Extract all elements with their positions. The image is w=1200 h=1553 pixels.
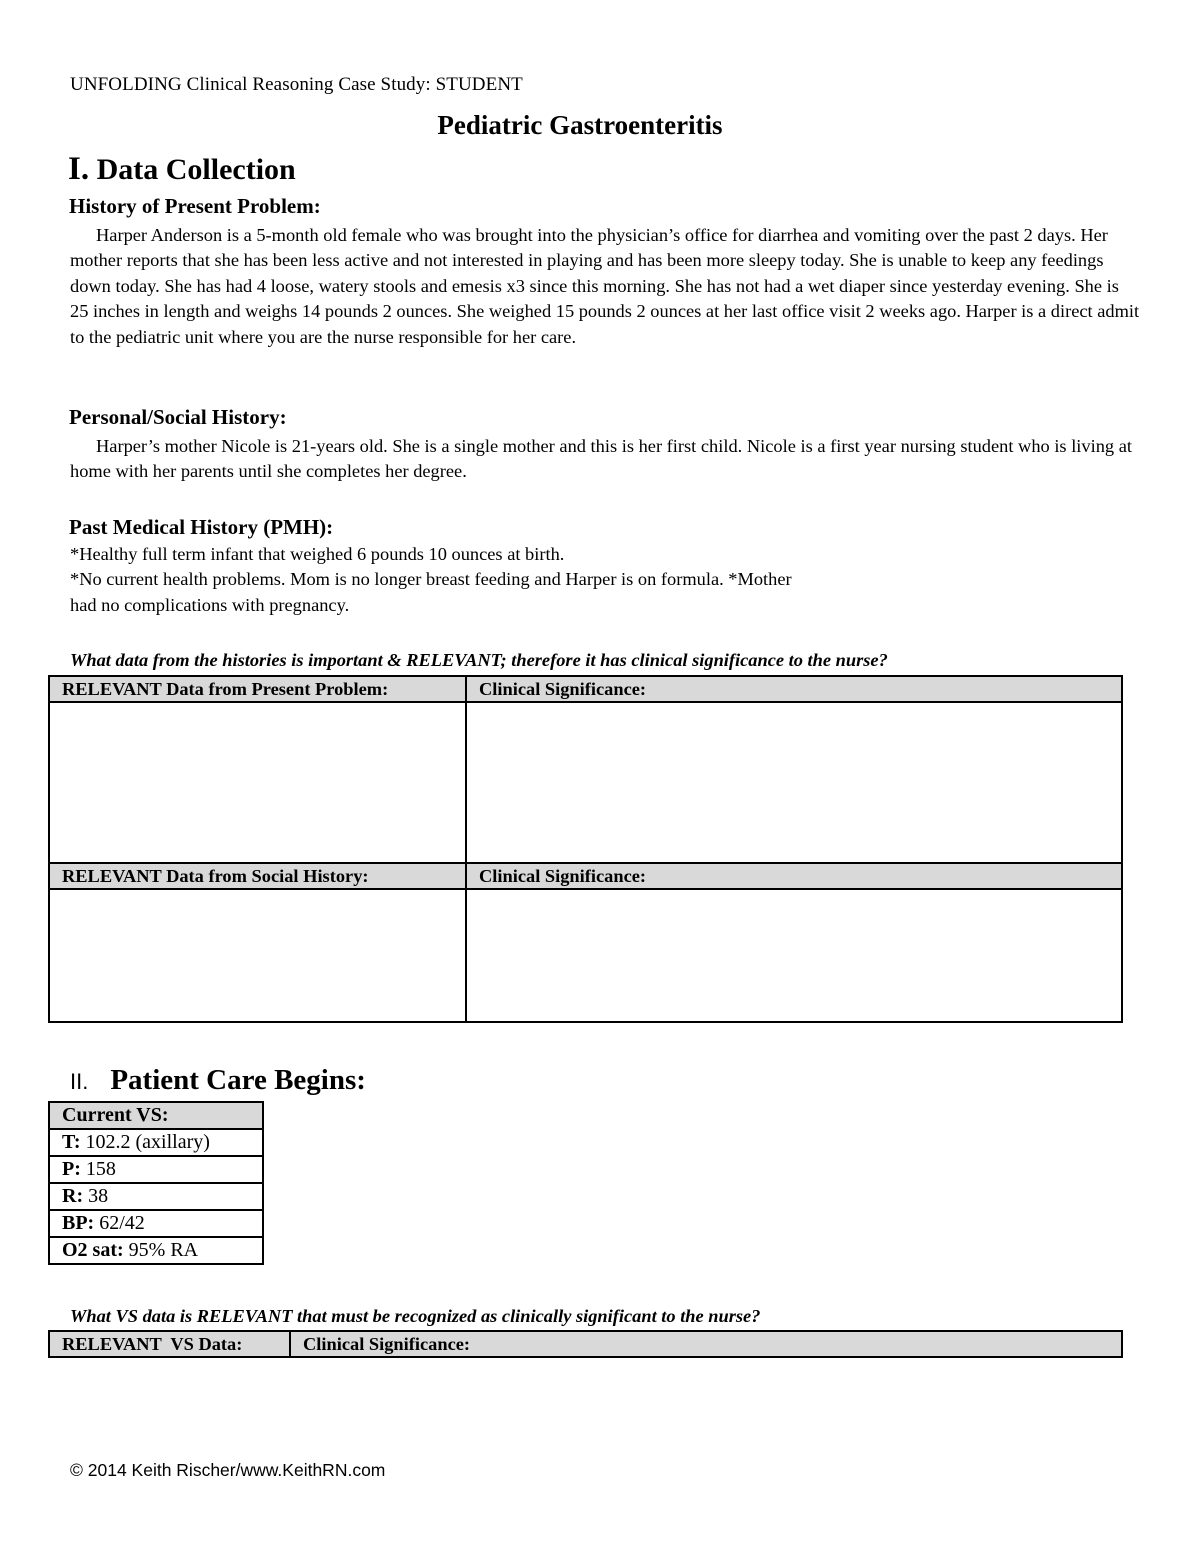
section-2-label: Patient Care Begins: <box>110 1064 366 1096</box>
copyright-footer: © 2014 Keith Rischer/www.KeithRN.com <box>70 1460 386 1480</box>
present-problem-column-header: RELEVANT Data from Present Problem: <box>49 676 466 702</box>
vs-data-column-header: RELEVANT VS Data: <box>49 1331 290 1357</box>
present-problem-heading: History of Present Problem: <box>69 194 321 218</box>
section-2-numeral: II. <box>70 1069 89 1094</box>
vital-signs-table <box>48 1101 264 1265</box>
social-history-heading: Personal/Social History: <box>69 405 287 429</box>
histories-table <box>48 675 1123 1023</box>
social-history-paragraph: Harper’s mother Nicole is 21-years old. She is a single mother and this is her first child. Nicole is a first year nursing student who is living at home with her parents until she completes her degree. <box>70 436 1132 482</box>
vs-row-pulse <box>49 1156 263 1183</box>
vs-row-respirations <box>49 1183 263 1210</box>
pmh-line-1: *Healthy full term infant that weighed 6 pounds 10 ounces at birth. <box>70 544 565 564</box>
social-history-column-header: RELEVANT Data from Social History: <box>49 863 466 889</box>
pmh-line-2: *No current health problems. Mom is no longer breast feeding and Harper is on formula. *Mother <box>70 569 792 590</box>
social-history-text <box>70 434 1140 485</box>
vital-signs-header: Current VS: <box>49 1102 263 1129</box>
vs-value: 38 <box>83 1185 109 1207</box>
vs-label: BP: <box>62 1212 95 1234</box>
section-1-label: Data Collection <box>96 153 296 186</box>
section-1-heading <box>68 151 296 188</box>
document-header: UNFOLDING Clinical Reasoning Case Study: STUDENT <box>70 74 523 95</box>
vs-label: R: <box>62 1185 84 1207</box>
vs-relevance-table <box>48 1330 1123 1358</box>
section-1-numeral: I. <box>68 151 90 187</box>
vs-row-oxygen-saturation <box>49 1237 263 1264</box>
present-problem-answer-cell[interactable] <box>49 702 466 863</box>
social-history-answer-cell[interactable] <box>49 889 466 1022</box>
significance-column-header: Clinical Significance: <box>466 676 1122 702</box>
vs-question: What VS data is RELEVANT that must be recognized as clinically significant to the nurse? <box>70 1306 761 1326</box>
vs-row-temperature <box>49 1129 263 1156</box>
section-2-heading <box>70 1064 366 1097</box>
vs-value: 102.2 (axillary) <box>80 1131 210 1153</box>
present-problem-significance-cell[interactable] <box>466 702 1122 863</box>
pmh-heading: Past Medical History (PMH): <box>69 515 334 539</box>
vs-row-blood-pressure <box>49 1210 263 1237</box>
vs-value: 158 <box>80 1158 116 1180</box>
social-history-significance-cell[interactable] <box>466 889 1122 1022</box>
vs-value: 62/42 <box>94 1212 145 1234</box>
vs-significance-column-header: Clinical Significance: <box>290 1331 1122 1357</box>
present-problem-paragraph: Harper Anderson is a 5-month old female who was brought into the physician’s office for diarrhea and vomiting over the past 2 days. Her mother reports that she has been less active and not interested in playing and has been more sleepy today. She is unable to keep any feedings down today. She has had 4 loose, watery stools and emesis x3 since this morning. She has not had a wet diaper since yesterday evening. She is 25 inches in length and weighs 14 pounds 2 ounces. She weighed 15 pounds 2 ounces at her last office visit 2 weeks ago. Harper is a direct admit to the pediatric unit where you are the nurse responsible for her care. <box>70 225 1140 347</box>
histories-question: What data from the histories is important & RELEVANT; therefore it has clinical significance to the nurse? <box>70 650 888 670</box>
vs-label: O2 sat: <box>62 1239 124 1261</box>
pmh-line-3: had no complications with pregnancy. <box>70 594 350 615</box>
present-problem-text <box>70 223 1140 350</box>
social-significance-column-header: Clinical Significance: <box>466 863 1122 889</box>
document-title: Pediatric Gastroenteritis <box>437 110 723 140</box>
pmh-list <box>70 542 1140 618</box>
vs-value: 95% RA <box>123 1239 199 1261</box>
vs-label: P: <box>62 1158 81 1180</box>
vs-label: T: <box>62 1131 81 1153</box>
